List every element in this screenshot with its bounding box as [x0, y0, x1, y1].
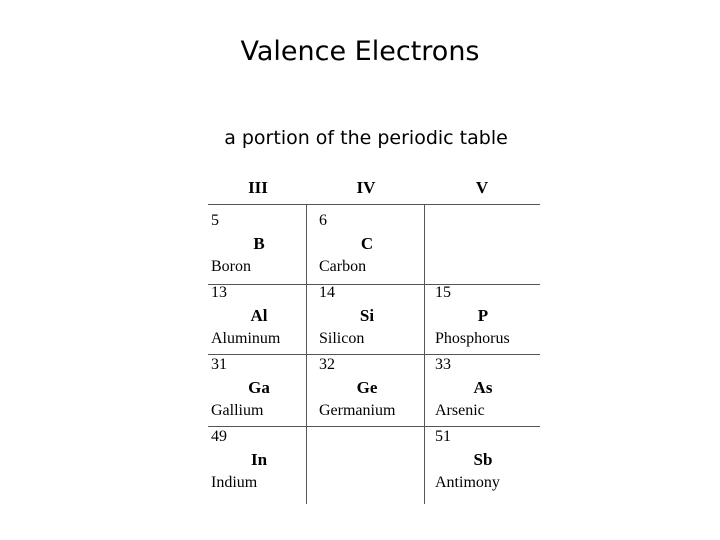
element-name: Antimony — [435, 474, 500, 491]
element-cell-aluminum — [208, 282, 322, 352]
element-symbol: Ga — [248, 378, 270, 397]
element-cell-germanium — [316, 354, 430, 424]
element-name: Indium — [211, 474, 258, 491]
column-header-v: V — [475, 178, 489, 197]
column-header-iv: IV — [356, 178, 376, 197]
slide-title: Valence Electrons — [240, 36, 480, 67]
element-symbol: Ge — [356, 378, 378, 397]
element-cell-gallium — [208, 354, 322, 424]
atomic-number: 32 — [319, 356, 335, 373]
element-symbol: C — [360, 234, 374, 253]
element-symbol: Sb — [473, 450, 493, 469]
element-symbol: P — [477, 306, 489, 325]
element-cell-arsenic — [432, 354, 546, 424]
element-name: Germanium — [319, 402, 396, 419]
element-symbol: Si — [359, 306, 375, 325]
element-name: Gallium — [211, 402, 264, 419]
element-symbol: Al — [250, 306, 268, 325]
element-name: Carbon — [319, 258, 367, 275]
element-cell-indium — [208, 426, 322, 496]
atomic-number: 15 — [435, 284, 451, 301]
element-symbol: B — [253, 234, 265, 253]
atomic-number: 6 — [319, 212, 327, 229]
element-cell-carbon — [316, 210, 430, 280]
element-name: Silicon — [319, 330, 365, 347]
element-cell-boron — [208, 210, 322, 280]
atomic-number: 14 — [319, 284, 335, 301]
table-divider — [208, 204, 540, 205]
atomic-number: 33 — [435, 356, 451, 373]
atomic-number: 31 — [211, 356, 227, 373]
element-cell-antimony — [432, 426, 546, 496]
element-name: Boron — [211, 258, 251, 275]
periodic-table-portion — [208, 174, 540, 504]
column-header-iii: III — [248, 178, 268, 197]
atomic-number: 49 — [211, 428, 227, 445]
element-name: Arsenic — [435, 402, 485, 419]
element-symbol: In — [250, 450, 268, 469]
element-symbol: As — [473, 378, 493, 397]
element-cell-phosphorus — [432, 282, 546, 352]
element-cell-silicon — [316, 282, 430, 352]
element-name: Phosphorus — [435, 330, 510, 347]
slide-subtitle: a portion of the periodic table — [224, 127, 508, 149]
atomic-number: 5 — [211, 212, 219, 229]
atomic-number: 51 — [435, 428, 451, 445]
atomic-number: 13 — [211, 284, 227, 301]
element-name: Aluminum — [211, 330, 281, 347]
